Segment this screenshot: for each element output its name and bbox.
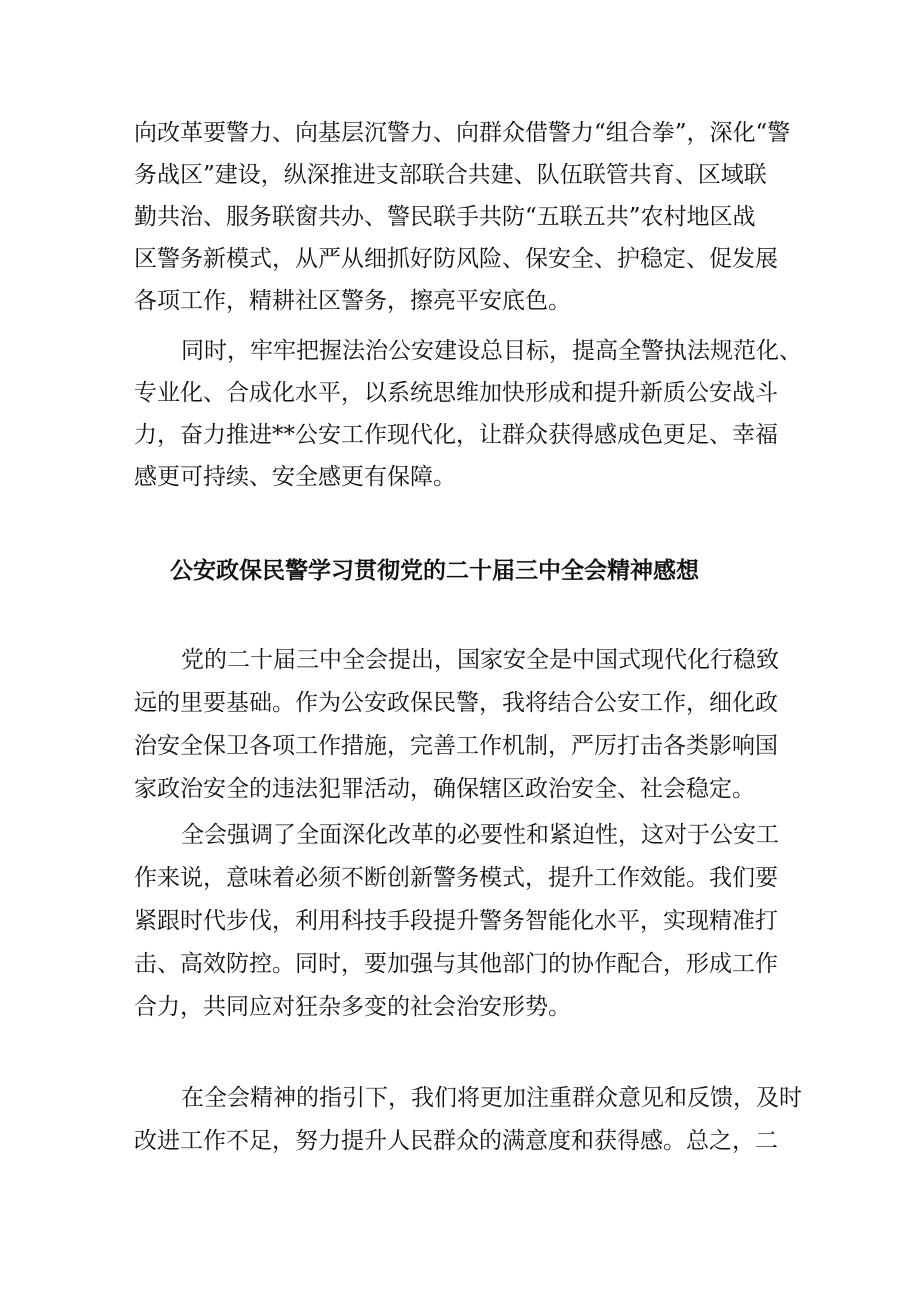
body-line: 在全会精神的指引下，我们将更加注重群众意见和反馈，及时 — [181, 1085, 802, 1111]
body-line: 家政治安全的违法犯罪活动，确保辖区政治安全、社会稳定。 — [134, 776, 755, 802]
body-line: 同时，牢牢把握法治公安建设总目标，提高全警执法规范化、 — [181, 338, 802, 364]
section-title: 公安政保民警学习贯彻党的二十届三中全会精神感想 — [170, 557, 699, 584]
body-line: 治安全保卫各项工作措施，完善工作机制，严厉打击各类影响国 — [134, 733, 778, 759]
body-line: 党的二十届三中全会提出，国家安全是中国式现代化行稳致 — [181, 647, 779, 673]
body-line: 击、高效防控。同时，要加强与其他部门的协作配合，形成工作 — [134, 951, 778, 977]
body-line: 感更可持续、安全感更有保障。 — [134, 464, 456, 490]
body-line: 向改革要警力、向基层沉警力、向群众借警力“组合拳”，深化“警 — [134, 120, 791, 146]
body-line: 力，奋力推进**公安工作现代化，让群众获得感成色更足、幸福 — [134, 422, 778, 448]
body-line: 远的里要基础。作为公安政保民警，我将结合公安工作，细化政 — [134, 690, 778, 716]
body-line: 区警务新模式，从严从细抓好防风险、保安全、护稳定、促发展 — [134, 246, 778, 272]
body-line: 务战区”建设，纵深推进支部联合共建、队伍联管共育、区域联 — [134, 162, 767, 188]
body-line: 专业化、合成化水平，以系统思维加快形成和提升新质公安战斗 — [134, 380, 778, 406]
body-line: 各项工作，精耕社区警务，擦亮平安底色。 — [134, 288, 571, 314]
body-line: 全会强调了全面深化改革的必要性和紧迫性，这对于公安工 — [181, 822, 779, 848]
body-line: 改进工作不足，努力提升人民群众的满意度和获得感。总之，二 — [134, 1128, 778, 1154]
body-line: 勤共治、服务联窗共办、警民联手共防“五联五共”农村地区战 — [134, 204, 756, 230]
body-line: 紧跟时代步伐，利用科技手段提升警务智能化水平，实现精准打 — [134, 908, 778, 934]
body-line: 合力，共同应对狂杂多变的社会治安形势。 — [134, 994, 571, 1020]
body-line: 作来说，意味着必须不断创新警务模式，提升工作效能。我们要 — [134, 865, 778, 891]
